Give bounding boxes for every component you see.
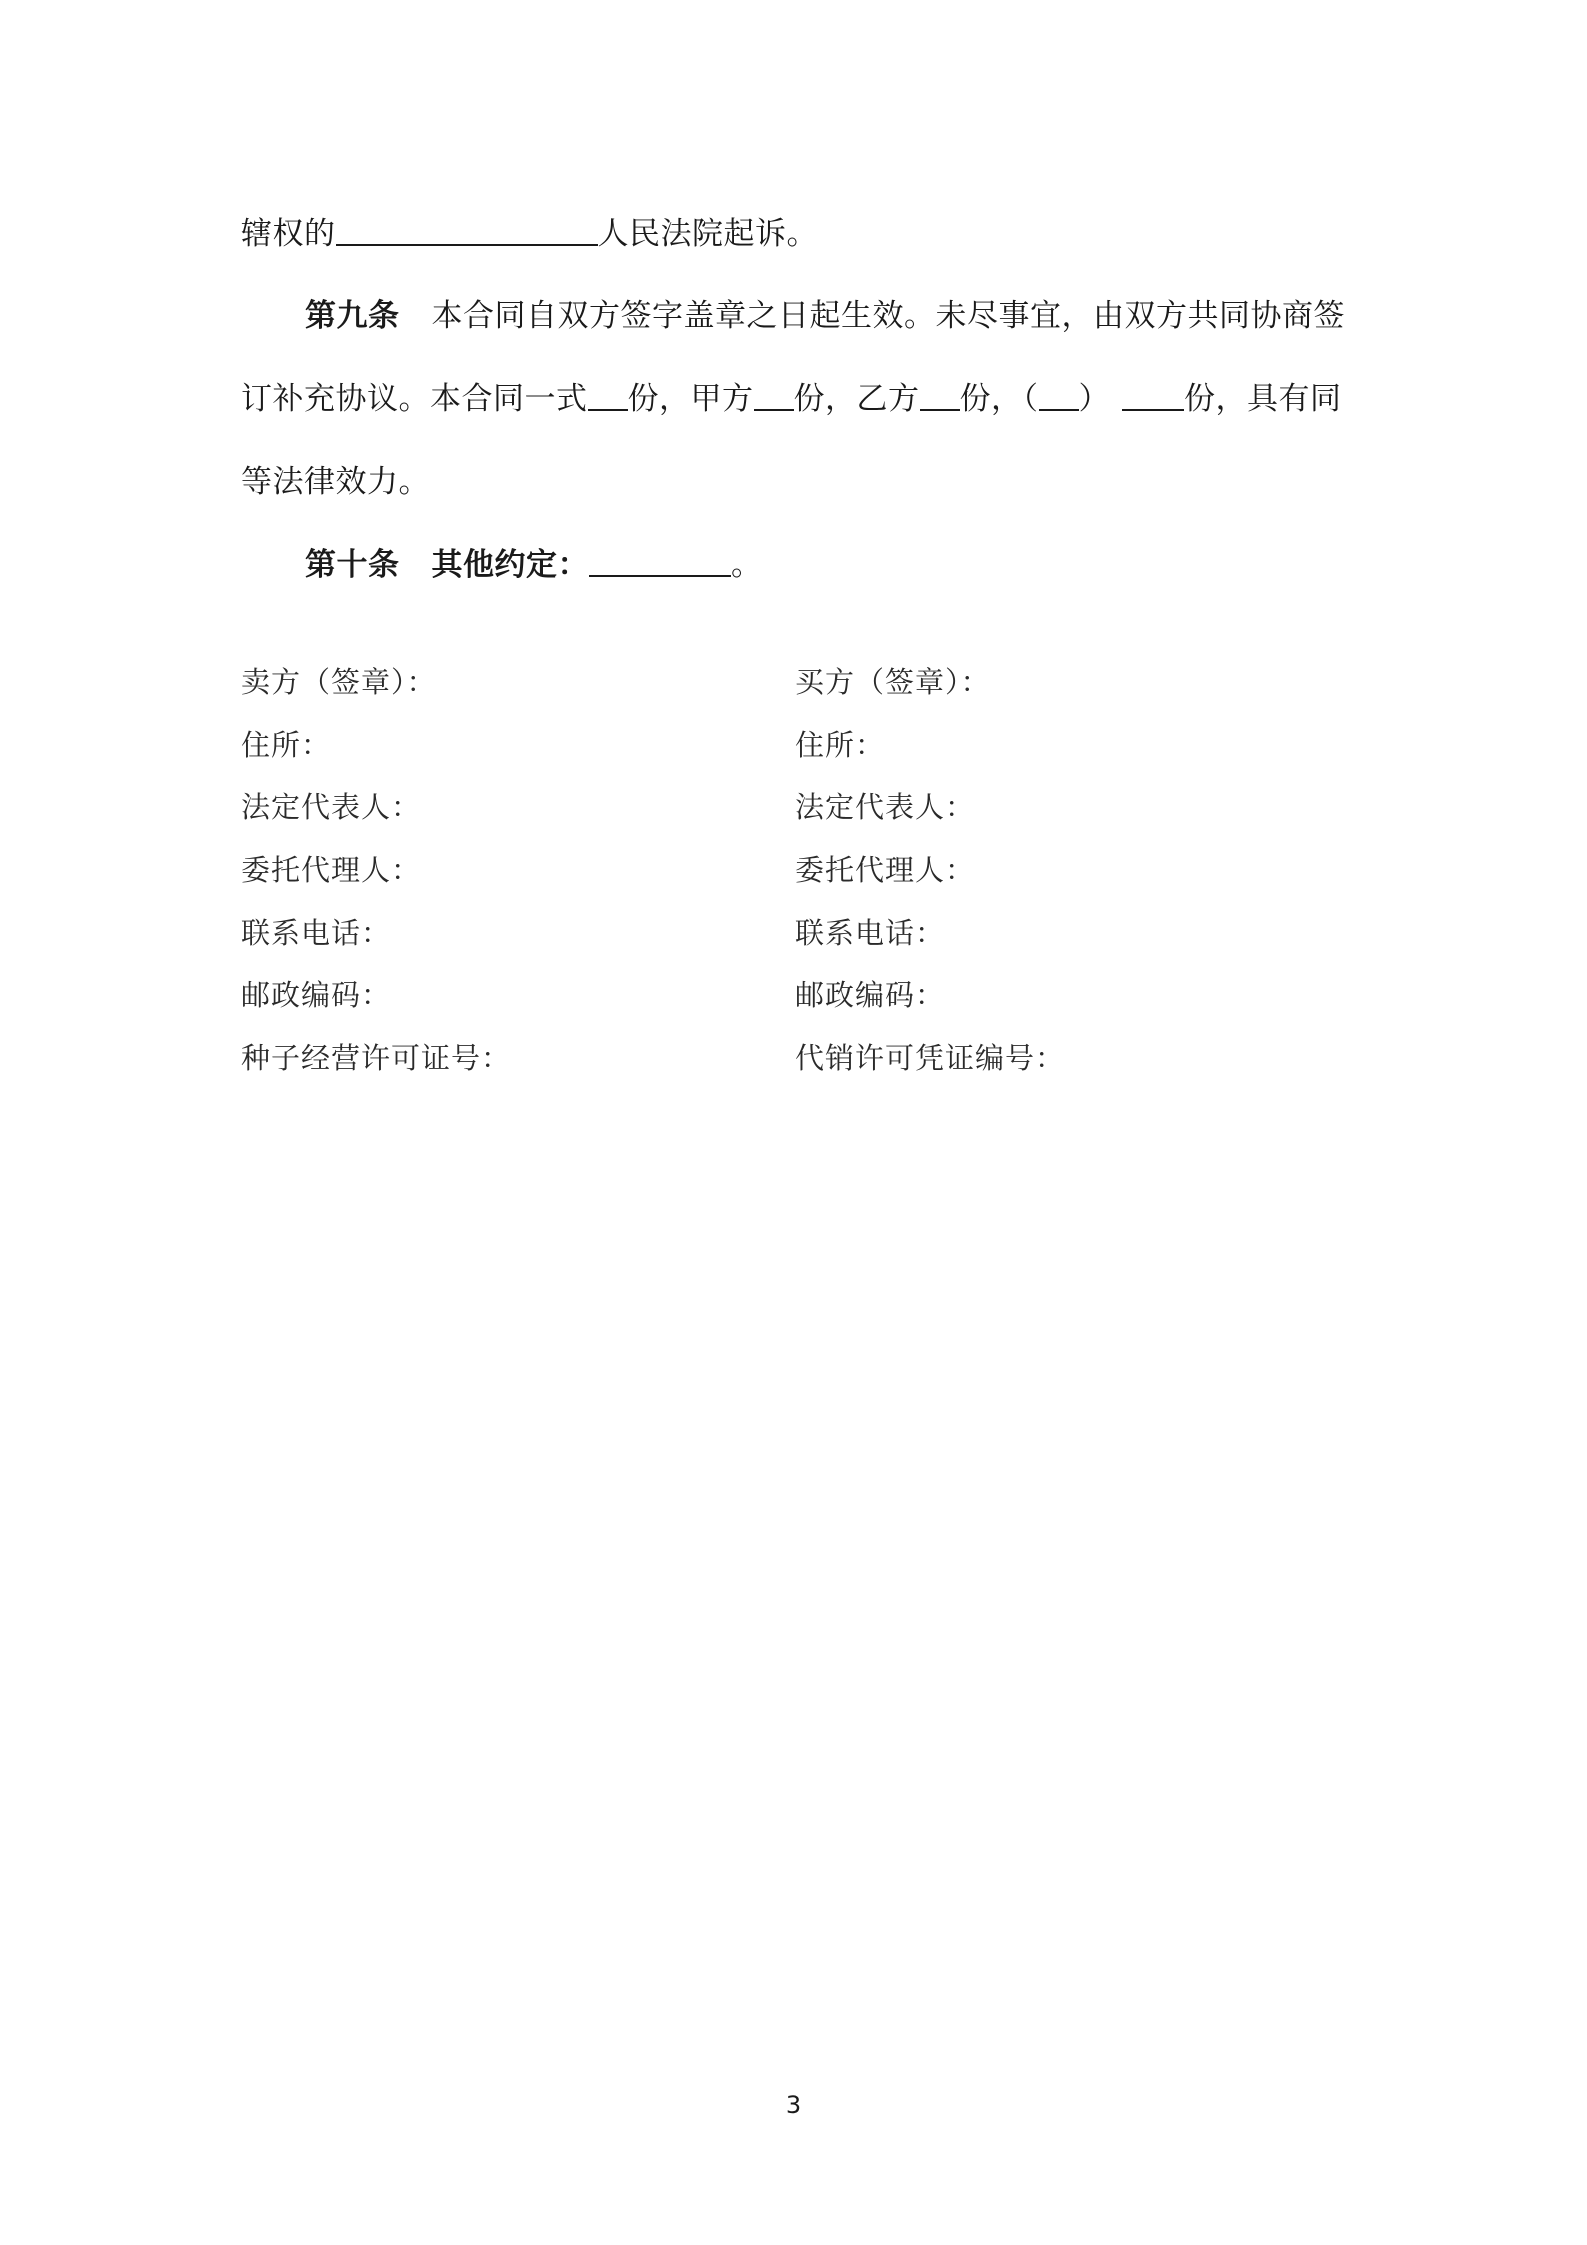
buyer-phone-label: 联系电话： [795,916,946,950]
article-9-text-1: 本合同自双方签字盖章之日起生效。未尽事宜，由双方共同协商签 [431,298,1345,334]
clause-jurisdiction-line [241,214,818,254]
copies-total-blank [588,379,628,411]
seller-address-label: 住所： [241,728,332,762]
page-number: 3 [785,2091,802,2119]
seller-phone-label: 联系电话： [241,916,392,950]
court-name-blank [336,214,598,246]
other-terms-blank [589,545,731,577]
seller-signature-label: 卖方（签章）： [241,665,437,699]
buyer-legal-rep-label: 法定代表人： [795,790,976,824]
article-10-heading: 第十条 [305,547,400,583]
article-10-end: 。 [731,547,763,583]
article-9-text-2e: ） [1078,381,1110,417]
article-9-line-1 [305,296,1345,336]
other-party-name-blank [1039,379,1079,411]
seller-agent-label: 委托代理人： [241,853,422,887]
seller-license-label: 种子经营许可证号： [241,1041,512,1075]
article-9-text-2a: 订补充协议。本合同一式 [241,381,588,417]
buyer-signature-label: 买方（签章）： [795,665,991,699]
article-10-line [305,545,763,585]
article-9-text-3: 等法律效力。 [241,464,430,500]
article-9-text-2b: 份，甲方 [627,381,754,417]
article-9-text-2d: 份，（ [959,381,1039,417]
buyer-postcode-label: 邮政编码： [795,978,946,1012]
copies-other-blank [1122,379,1184,411]
buyer-address-label: 住所： [795,728,886,762]
article-9-text-2f: 份，具有同 [1184,381,1342,417]
article-9-line-2 [241,379,1342,419]
copies-party-a-blank [754,379,794,411]
copies-party-b-blank [920,379,960,411]
buyer-consignment-license-label: 代销许可凭证编号： [795,1041,1066,1075]
jurisdiction-prefix: 辖权的 [241,216,336,252]
article-9-text-2c: 份，乙方 [793,381,920,417]
seller-postcode-label: 邮政编码： [241,978,392,1012]
article-9-heading: 第九条 [305,298,400,334]
article-9-line-3 [241,462,430,502]
seller-legal-rep-label: 法定代表人： [241,790,422,824]
article-10-label: 其他约定： [431,547,589,583]
jurisdiction-suffix: 人民法院起诉。 [597,216,818,252]
buyer-agent-label: 委托代理人： [795,853,976,887]
